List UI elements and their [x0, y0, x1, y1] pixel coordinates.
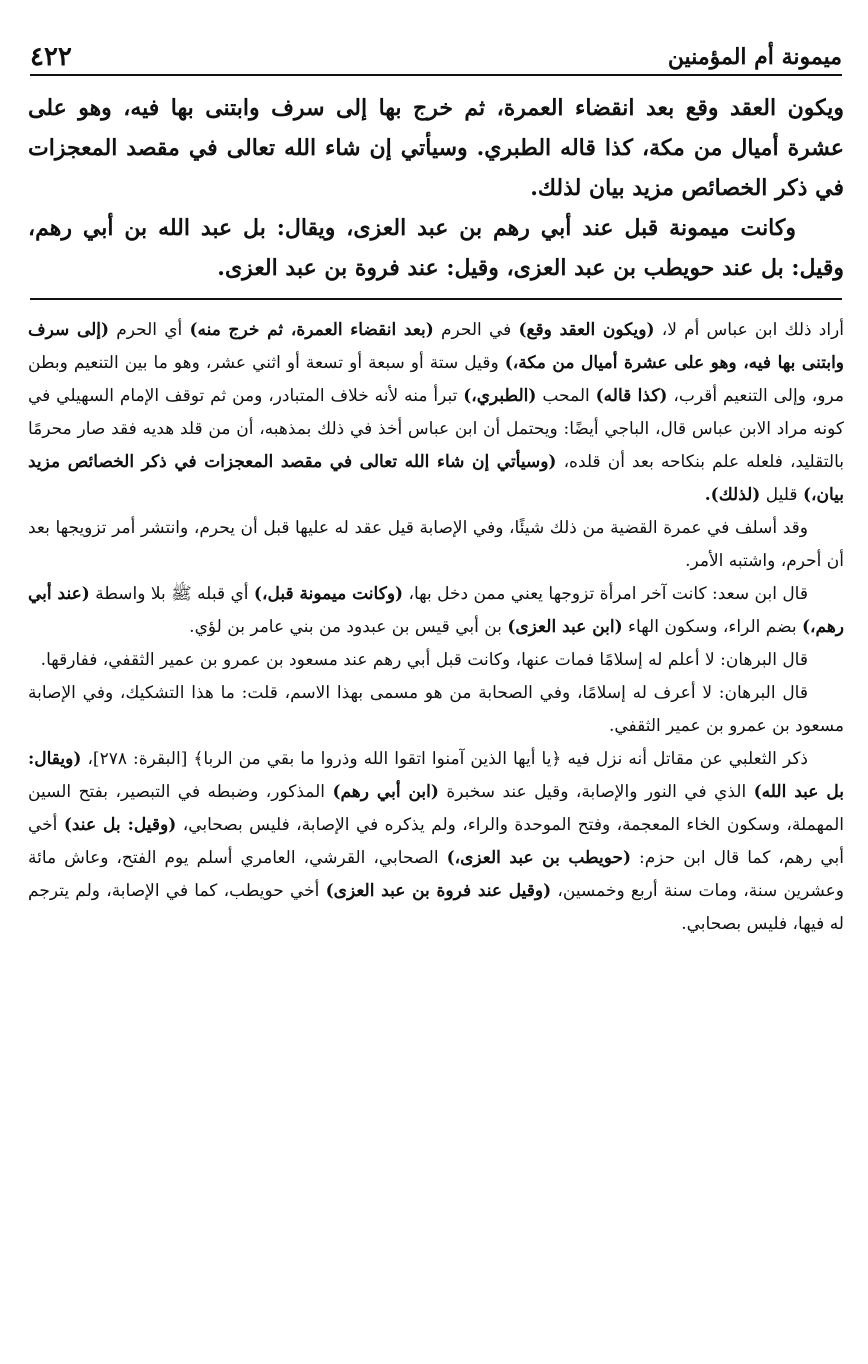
- commentary-text: ذكر الثعلبي عن مقاتل أنه نزل فيه ﴿يا أيها الذين آمنوا اتقوا الله وذروا ما بقي من الربا﴾ [البقرة: ٢٧٨]،: [81, 749, 808, 769]
- main-paragraph-1: ويكون العقد وقع بعد انقضاء العمرة، ثم خرج بها إلى سرف وابتنى بها فيه، وهو على عشرة أميال من مكة، كذا قاله الطبري. وسيأتي إن شاء الله تعالى في مقصد المعجزات في ذكر الخصائص مزيد بيان لذلك.: [28, 95, 844, 201]
- commentary-text: أخي حويطب، كما في الإصابة، ولم يترجم له فيها، فليس بصحابي.: [28, 881, 844, 934]
- commentary-text: الصحابي، القرشي، العامري أسلم يوم الفتح، وعاش مائة وعشرين سنة، ومات سنة أربع وخمسين،: [28, 848, 845, 901]
- commentary-paragraph-1: [28, 314, 844, 512]
- commentary-text: الذي في النور والإصابة، وقيل عند سخبرة: [438, 782, 754, 802]
- running-title: ميمونة أم المؤمنين: [667, 44, 842, 70]
- commentary-text: قليل: [760, 485, 803, 505]
- page-header: [30, 0, 842, 76]
- page-number: ٤٢٢: [30, 42, 72, 72]
- commentary-text: المحب: [536, 386, 596, 406]
- quoted-matn: (حويطب بن عبد العزى،): [446, 848, 632, 868]
- quoted-matn: (وكانت ميمونة قبل،): [253, 584, 404, 604]
- quoted-matn: (ويقال: بل عبد الله): [28, 749, 844, 802]
- commentary-text: وقيل ستة أو سبعة أو تسعة أو اثني عشر، وهو ما بين التنعيم وبطن مرو، وإلى التنعيم أقرب،: [28, 353, 844, 406]
- commentary-paragraph-6: [28, 743, 844, 941]
- commentary-text: بن أبي قيس بن عبدود من بني عامر بن لؤي.: [189, 617, 508, 637]
- commentary-text: تبرأ منه لأنه خلاف المتبادر، ومن ثم توقف الإمام السهيلي في كونه مراد الابن عباس قال، الباجي أيضًا: ويحتمل أن ابن عباس أخذ في ذلك بمذهبه، أن من قلد هديه فقد صار محرمًا بالتقليد، فلعله علم بنكاحه بعد أن قلده،: [28, 386, 844, 472]
- commentary-text: أراد ذلك ابن عباس أم لا،: [654, 320, 844, 340]
- quoted-matn: (إلى سرف وابتنى بها فيه، وهو على عشرة أميال من مكة،): [28, 320, 845, 373]
- commentary-text: في الحرم: [433, 320, 519, 340]
- quoted-matn: (لذلك).: [704, 485, 761, 505]
- quoted-matn: (وقيل: بل عند): [63, 815, 177, 835]
- commentary: [28, 314, 844, 941]
- quoted-matn: (وقيل عند فروة بن عبد العزى): [325, 881, 552, 901]
- quoted-matn: (عند أبي رهم،): [28, 584, 844, 637]
- quoted-matn: (ويكون العقد وقع): [518, 320, 655, 340]
- commentary-paragraph-5: قال البرهان: لا أعرف له إسلامًا، وفي الصحابة من هو مسمى بهذا الاسم، قلت: ما هذا التشكيك، وفي الإصابة مسعود بن عمرو بن عمير الثقفي.: [28, 683, 844, 736]
- quoted-matn: (بعد انقضاء العمرة، ثم خرج منه): [189, 320, 434, 340]
- commentary-text: بضم الراء، وسكون الهاء: [622, 617, 802, 637]
- commentary-text: أخي أبي رهم، كما قال ابن حزم:: [28, 815, 844, 868]
- quoted-matn: (كذا قاله): [595, 386, 668, 406]
- main-text: [28, 88, 844, 288]
- main-paragraph-2: وكانت ميمونة قبل عند أبي رهم بن عبد العزى، ويقال: بل عبد الله بن أبي رهم، وقيل: بل عند حويطب بن عبد العزى، وقيل: عند فروة بن عبد العزى.: [28, 215, 844, 281]
- quoted-matn: (ابن عبد العزى): [507, 617, 623, 637]
- commentary-text: أي الحرم: [109, 320, 190, 340]
- quoted-matn: (ابن أبي رهم): [332, 782, 439, 802]
- quoted-matn: (الطبري،): [463, 386, 537, 406]
- commentary-paragraph-3: [28, 578, 844, 644]
- commentary-paragraph-4: قال البرهان: لا أعلم له إسلامًا فمات عنها، وكانت قبل أبي رهم عند مسعود بن عمرو بن عمير الثقفي، ففارقها.: [40, 650, 808, 670]
- commentary-text: أي قبله ﷺ بلا واسطة: [89, 584, 254, 604]
- quoted-matn: (وسيأتي إن شاء الله تعالى في مقصد المعجزات في ذكر الخصائص مزيد بيان،): [28, 452, 844, 505]
- commentary-text: المذكور، وضبطه في التبصير، بفتح السين المهملة، وسكون الخاء المعجمة، وفتح الموحدة والراء، ولم يذكره في الإصابة، فليس بصحابي،: [28, 782, 845, 835]
- footnote-divider: [30, 298, 842, 300]
- commentary-paragraph-2: وقد أسلف في عمرة القضية من ذلك شيئًا، وفي الإصابة قيل عقد له عليها قبل أن يحرم، وانتشر أمر تزويجها بعد أن أحرم، واشتبه الأمر.: [28, 518, 844, 571]
- commentary-text: قال ابن سعد: كانت آخر امرأة تزوجها يعني ممن دخل بها،: [403, 584, 808, 604]
